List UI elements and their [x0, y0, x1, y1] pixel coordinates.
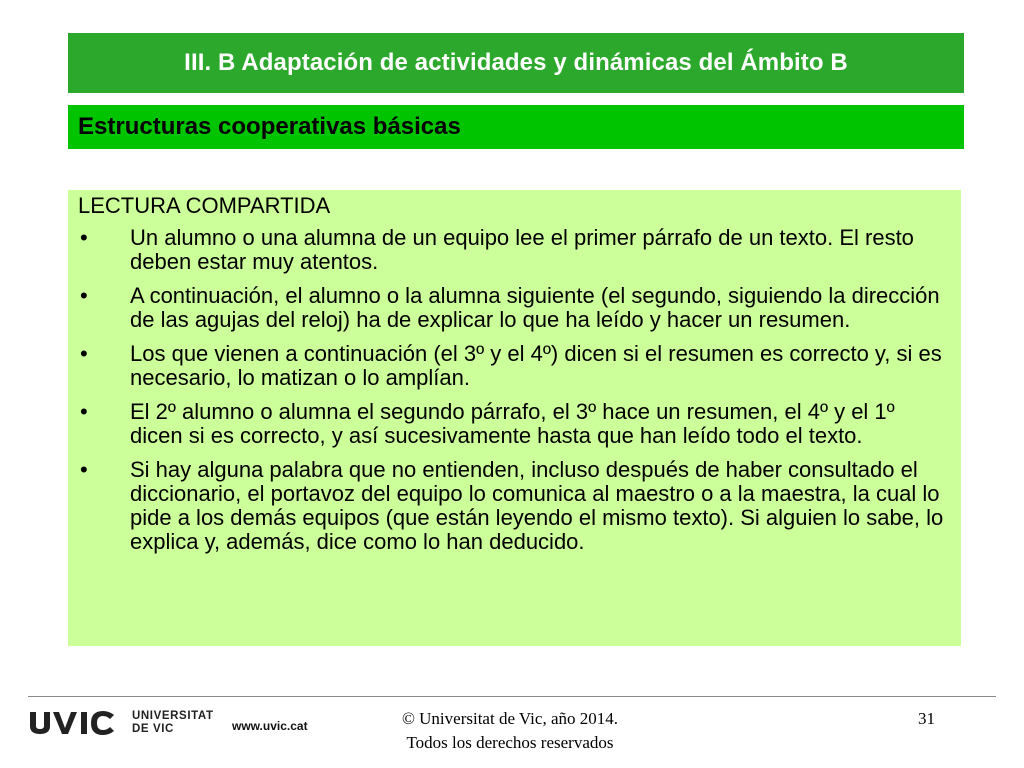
page-number: 31: [918, 709, 935, 728]
slide-subtitle: Estructuras cooperativas básicas: [78, 113, 461, 140]
bullet-icon: •: [80, 283, 88, 308]
bullet-text: A continuación, el alumno o la alumna siguiente (el segundo, siguiendo la dirección de las agujas del reloj) ha de explicar lo que ha leído y hacer un resumen.: [130, 283, 940, 332]
list-item: [78, 284, 951, 332]
bullet-list: [78, 226, 951, 554]
uvic-logo: [28, 706, 214, 740]
subtitle-bar: [68, 105, 964, 149]
list-item: [78, 458, 951, 554]
bullet-icon: •: [80, 399, 88, 424]
footer-divider: [28, 696, 996, 697]
copyright: [360, 707, 660, 755]
slide-title: III. B Adaptación de actividades y dinámicas del Ámbito B: [184, 49, 848, 76]
university-line1: UNIVERSITAT: [132, 710, 214, 722]
copyright-line1: © Universitat de Vic, año 2014.: [401, 709, 618, 728]
list-item: [78, 342, 951, 390]
bullet-text: Los que vienen a continuación (el 3º y el 4º) dicen si el resumen es correcto y, si es necesario, lo matizan o lo amplían.: [130, 341, 942, 390]
bullet-icon: •: [80, 341, 88, 366]
bullet-icon: •: [80, 225, 88, 250]
uvic-logo-icon: [28, 710, 126, 736]
section-heading: LECTURA COMPARTIDA: [78, 193, 331, 218]
bullet-text: Si hay alguna palabra que no entienden, incluso después de haber consultado el diccionario, el portavoz del equipo lo comunica al maestro o a la maestra, la cual lo pide a los demás equipos (que están leyendo el mismo texto). Si alguien lo sabe, lo explica y, además, dice como lo han deducido.: [130, 457, 944, 554]
list-item: [78, 400, 951, 448]
bullet-icon: •: [80, 457, 88, 482]
copyright-line2: Todos los derechos reservados: [406, 733, 614, 752]
bullet-text: Un alumno o una alumna de un equipo lee el primer párrafo de un texto. El resto deben estar muy atentos.: [130, 225, 914, 274]
content-box: [68, 190, 961, 646]
bullet-text: El 2º alumno o alumna el segundo párrafo, el 3º hace un resumen, el 4º y el 1º dicen si es correcto, y así sucesivamente hasta que han leído todo el texto.: [130, 399, 895, 448]
list-item: [78, 226, 951, 274]
university-line2: DE VIC: [132, 723, 174, 735]
university-name: [132, 710, 214, 736]
title-bar: [68, 33, 964, 93]
website-link[interactable]: www.uvic.cat: [232, 719, 308, 733]
